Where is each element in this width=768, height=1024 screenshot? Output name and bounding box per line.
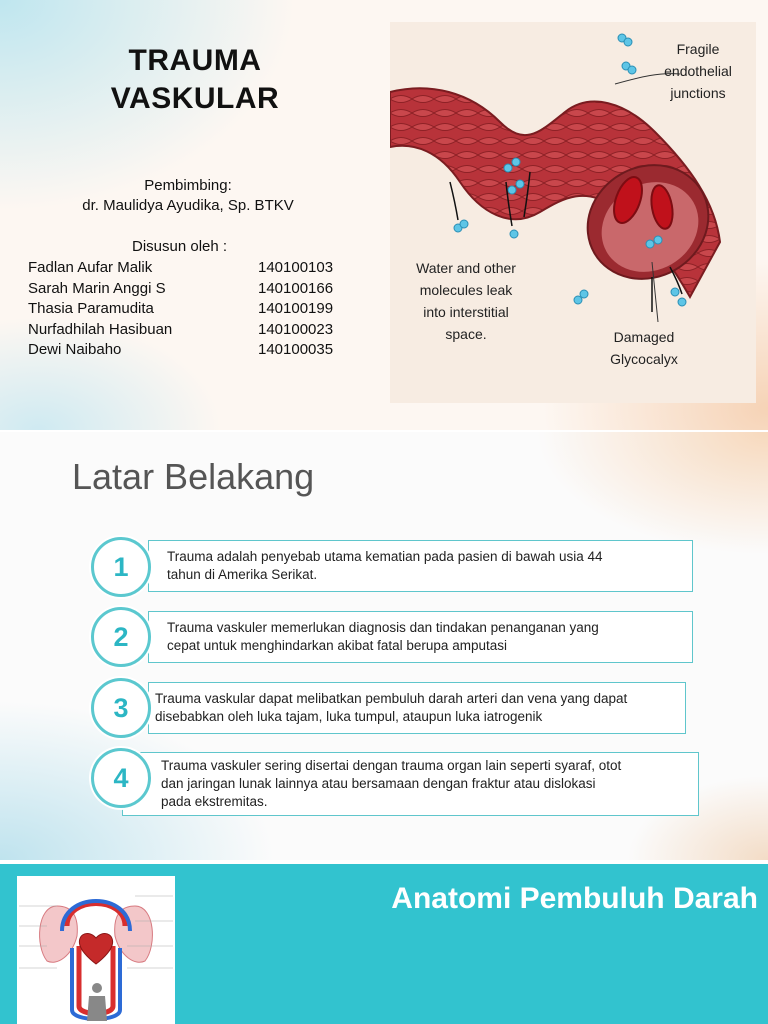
- authors-label: Disusun oleh :: [132, 238, 228, 255]
- item-text-line: cepat untuk menghindarkan akibat fatal berupa amputasi: [167, 638, 507, 653]
- author-id: 140100023: [258, 320, 334, 338]
- author-row: [28, 320, 368, 341]
- background-slide: [0, 432, 768, 860]
- section-heading: Latar Belakang: [72, 456, 315, 497]
- slide-title: [0, 42, 390, 118]
- item-text-line: disebabkan oleh luka tajam, luka tumpul, ataupun luka iatrogenik: [155, 709, 543, 724]
- label-line: into interstitial: [423, 304, 509, 320]
- label-line: endothelial: [664, 63, 732, 79]
- author-name: Nurfadhilah Hasibuan: [28, 320, 173, 338]
- anatomy-slide: [0, 864, 768, 1024]
- label-line: junctions: [670, 85, 726, 101]
- blood-vessel-illustration: [390, 22, 756, 403]
- circulatory-diagram-image: [17, 876, 175, 1024]
- author-name: Dewi Naibaho: [28, 341, 122, 358]
- item-number-badge: 4: [91, 748, 151, 808]
- item-text-box: [148, 540, 693, 592]
- label-line: molecules leak: [419, 282, 513, 298]
- item-text-line: dan jaringan lunak lainnya atau bersamaan dengan fraktur atau dislokasi: [161, 776, 596, 791]
- label-line: Fragile: [676, 41, 720, 57]
- author-name: Thasia Paramudita: [28, 300, 154, 317]
- author-row: [28, 258, 368, 279]
- author-row: [28, 340, 368, 361]
- author-id: 140100166: [258, 279, 334, 297]
- item-number-badge: 3: [91, 678, 151, 738]
- authors-list: [28, 258, 368, 361]
- section-heading: Anatomi Pembuluh Darah: [391, 882, 758, 915]
- author-id: 140100035: [258, 341, 334, 358]
- label-line: space.: [445, 326, 487, 342]
- author-name: Fadlan Aufar Malik: [28, 259, 153, 276]
- author-id: 140100199: [258, 300, 334, 317]
- supervisor-label: Pembimbing:: [144, 177, 232, 194]
- item-text-box: [148, 611, 693, 663]
- author-id: 140100103: [258, 259, 334, 276]
- title-slide: [0, 0, 768, 430]
- label-line: Glycocalyx: [610, 351, 678, 367]
- item-text-line: Trauma vaskular dapat melibatkan pembuluh darah arteri dan vena yang dapat: [155, 691, 628, 706]
- supervisor-block: [0, 176, 376, 216]
- author-name: Sarah Marin Anggi S: [28, 279, 166, 297]
- circulation-drawing: [17, 876, 175, 1024]
- item-text-line: Trauma vaskuler sering disertai dengan trauma organ lain seperti syaraf, otot: [161, 758, 622, 773]
- label-line: Damaged: [613, 329, 675, 345]
- title-line-2: VASKULAR: [110, 82, 280, 115]
- item-text-line: pada ekstremitas.: [161, 794, 268, 809]
- item-text-box: [122, 752, 699, 816]
- supervisor-name: dr. Maulidya Ayudika, Sp. BTKV: [82, 197, 294, 214]
- item-number-badge: 2: [91, 607, 151, 667]
- item-text-line: Trauma vaskuler memerlukan diagnosis dan tindakan penanganan yang: [167, 620, 599, 635]
- title-line-1: TRAUMA: [128, 44, 262, 77]
- label-line: Water and other: [416, 260, 516, 276]
- water-leak-label: [396, 257, 536, 345]
- author-row: [28, 299, 368, 320]
- author-row: [28, 279, 368, 300]
- item-number-badge: 1: [91, 537, 151, 597]
- fragile-junctions-label: [648, 38, 748, 104]
- item-text-box: [148, 682, 686, 734]
- damaged-glycocalyx-label: [594, 326, 694, 370]
- item-text-line: Trauma adalah penyebab utama kematian pada pasien di bawah usia 44: [167, 549, 603, 564]
- item-text-line: tahun di Amerika Serikat.: [167, 567, 318, 582]
